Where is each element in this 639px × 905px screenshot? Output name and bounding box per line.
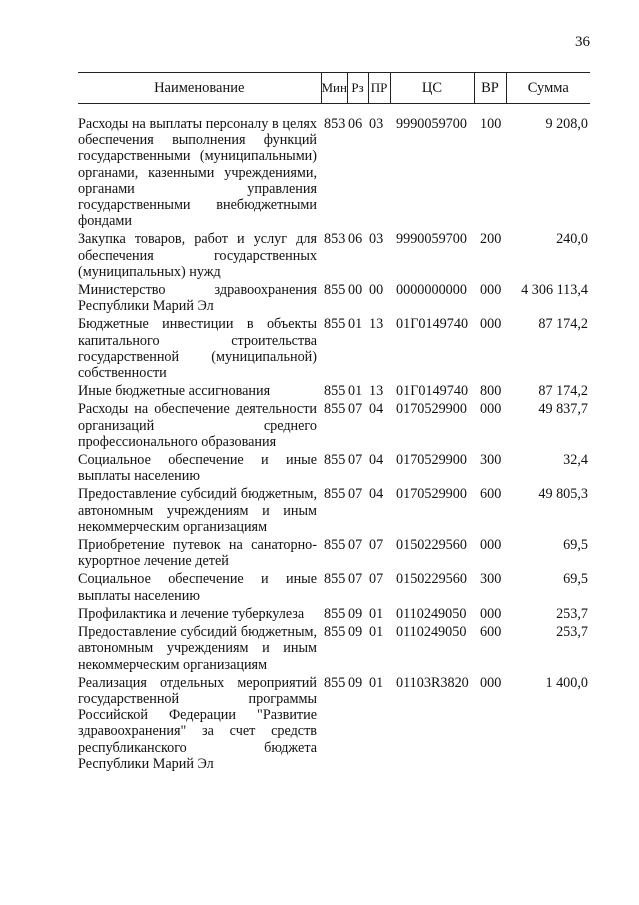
header-spacer <box>78 104 590 117</box>
row-cs: 0170529900 <box>396 486 467 503</box>
header-rz: Рз <box>347 73 368 104</box>
row-vr: 000 <box>480 282 502 299</box>
row-name: Закупка товаров, работ и услуг для обеспечения государственных (муниципальных) нужд <box>78 231 317 280</box>
row-sum: 69,5 <box>563 537 588 554</box>
table-row <box>78 486 590 537</box>
row-pr: 03 <box>369 231 384 248</box>
row-rz: 07 <box>348 537 363 554</box>
row-pr: 04 <box>369 401 384 418</box>
header-min: Мин <box>321 73 347 104</box>
row-min: 855 <box>324 401 346 418</box>
row-rz: 07 <box>348 452 363 469</box>
row-rz: 06 <box>348 231 363 248</box>
row-sum: 4 306 113,4 <box>521 282 588 299</box>
row-pr: 07 <box>369 571 384 588</box>
row-min: 855 <box>324 674 346 691</box>
table-row <box>78 452 590 486</box>
table-row <box>78 383 590 401</box>
row-min: 855 <box>324 486 346 503</box>
row-cs: 0170529900 <box>396 401 467 418</box>
row-min: 855 <box>324 383 346 400</box>
row-name: Министерство здравоохранения Республики Марий Эл <box>78 282 317 315</box>
table-row <box>78 537 590 571</box>
row-rz: 07 <box>348 486 363 503</box>
row-sum: 87 174,2 <box>538 316 588 333</box>
row-cs: 9990059700 <box>396 231 467 248</box>
row-sum: 240,0 <box>556 231 588 248</box>
row-sum: 69,5 <box>563 571 588 588</box>
row-vr: 000 <box>480 605 502 622</box>
row-rz: 09 <box>348 674 363 691</box>
row-vr: 100 <box>480 116 502 132</box>
row-min: 855 <box>324 316 346 333</box>
row-cs: 0110249050 <box>396 605 467 622</box>
row-cs: 01Г0149740 <box>396 383 469 400</box>
row-pr: 01 <box>369 605 384 622</box>
row-min: 855 <box>324 571 346 588</box>
row-name: Социальное обеспечение и иные выплаты населению <box>78 571 317 604</box>
row-sum: 49 837,7 <box>538 401 588 418</box>
row-name: Расходы на выплаты персоналу в целях обеспечения выполнения функций государственными (муниципальными) органами, казенными учреждениями, органами управления государственными внебюджетными фондами <box>78 116 317 230</box>
row-name: Расходы на обеспечение деятельности организаций среднего профессионального образования <box>78 401 317 450</box>
table-row <box>78 282 590 316</box>
row-name: Предоставление субсидий бюджетным, автономным учреждениям и иным некоммерческим организациям <box>78 486 317 535</box>
table-header-row <box>78 73 590 104</box>
row-sum: 87 174,2 <box>538 383 588 400</box>
row-cs: 0150229560 <box>396 571 467 588</box>
table-row <box>78 571 590 605</box>
row-sum: 253,7 <box>556 605 588 622</box>
row-cs: 0170529900 <box>396 452 467 469</box>
row-vr: 600 <box>480 486 502 503</box>
header-pr: ПР <box>368 73 390 104</box>
header-cs: ЦС <box>390 73 474 104</box>
budget-table <box>78 72 590 774</box>
row-pr: 04 <box>369 486 384 503</box>
row-vr: 000 <box>480 401 502 418</box>
row-pr: 01 <box>369 624 384 641</box>
row-rz: 07 <box>348 401 363 418</box>
table-row <box>78 116 590 231</box>
row-cs: 0000000000 <box>396 282 467 299</box>
row-pr: 04 <box>369 452 384 469</box>
row-pr: 13 <box>369 383 384 400</box>
row-cs: 9990059700 <box>396 116 467 132</box>
row-vr: 000 <box>480 316 502 333</box>
row-cs: 01103R3820 <box>396 674 469 691</box>
row-name: Иные бюджетные ассигнования <box>78 383 271 400</box>
page-number: 36 <box>575 34 590 50</box>
row-min: 853 <box>324 231 346 248</box>
row-cs: 0150229560 <box>396 537 467 554</box>
row-rz: 00 <box>348 282 363 299</box>
row-min: 855 <box>324 452 346 469</box>
row-name: Реализация отдельных мероприятий государственной программы Российской Федерации "Развитие здравоохранения" за счет средств республиканского бюджета Республики Марий Эл <box>78 674 317 772</box>
row-name: Социальное обеспечение и иные выплаты населению <box>78 452 317 485</box>
row-rz: 07 <box>348 571 363 588</box>
row-cs: 0110249050 <box>396 624 467 641</box>
table-row <box>78 231 590 282</box>
row-rz: 01 <box>348 316 363 333</box>
row-vr: 000 <box>480 674 502 691</box>
row-sum: 49 805,3 <box>538 486 588 503</box>
row-sum: 32,4 <box>563 452 588 469</box>
row-rz: 01 <box>348 383 363 400</box>
row-sum: 253,7 <box>556 624 588 641</box>
row-name: Приобретение путевок на санаторно-курортное лечение детей <box>78 537 317 570</box>
row-cs: 01Г0149740 <box>396 316 469 333</box>
row-min: 855 <box>324 624 346 641</box>
table-row <box>78 624 590 675</box>
row-vr: 800 <box>480 383 502 400</box>
row-vr: 300 <box>480 571 502 588</box>
header-sum: Сумма <box>506 73 590 104</box>
row-name: Профилактика и лечение туберкулеза <box>78 605 305 622</box>
row-sum: 9 208,0 <box>545 116 588 132</box>
row-vr: 000 <box>480 537 502 554</box>
row-rz: 06 <box>348 116 363 132</box>
row-pr: 13 <box>369 316 384 333</box>
row-rz: 09 <box>348 605 363 622</box>
row-pr: 03 <box>369 116 384 132</box>
row-name: Предоставление субсидий бюджетным, автономным учреждениям и иным некоммерческим организациям <box>78 624 317 673</box>
row-vr: 600 <box>480 624 502 641</box>
row-vr: 300 <box>480 452 502 469</box>
row-min: 855 <box>324 282 346 299</box>
table-row <box>78 606 590 624</box>
table-row <box>78 401 590 452</box>
row-min: 855 <box>324 605 346 622</box>
row-pr: 01 <box>369 674 384 691</box>
row-min: 853 <box>324 116 346 132</box>
row-sum: 1 400,0 <box>545 674 588 691</box>
table-row <box>78 316 590 383</box>
row-name: Бюджетные инвестиции в объекты капитального строительства государственной (муниципальной) собственности <box>78 316 317 382</box>
row-rz: 09 <box>348 624 363 641</box>
header-vr: ВР <box>474 73 506 104</box>
row-pr: 00 <box>369 282 384 299</box>
row-pr: 07 <box>369 537 384 554</box>
row-min: 855 <box>324 537 346 554</box>
table-row <box>78 675 590 774</box>
row-vr: 200 <box>480 231 502 248</box>
header-name: Наименование <box>78 73 321 104</box>
